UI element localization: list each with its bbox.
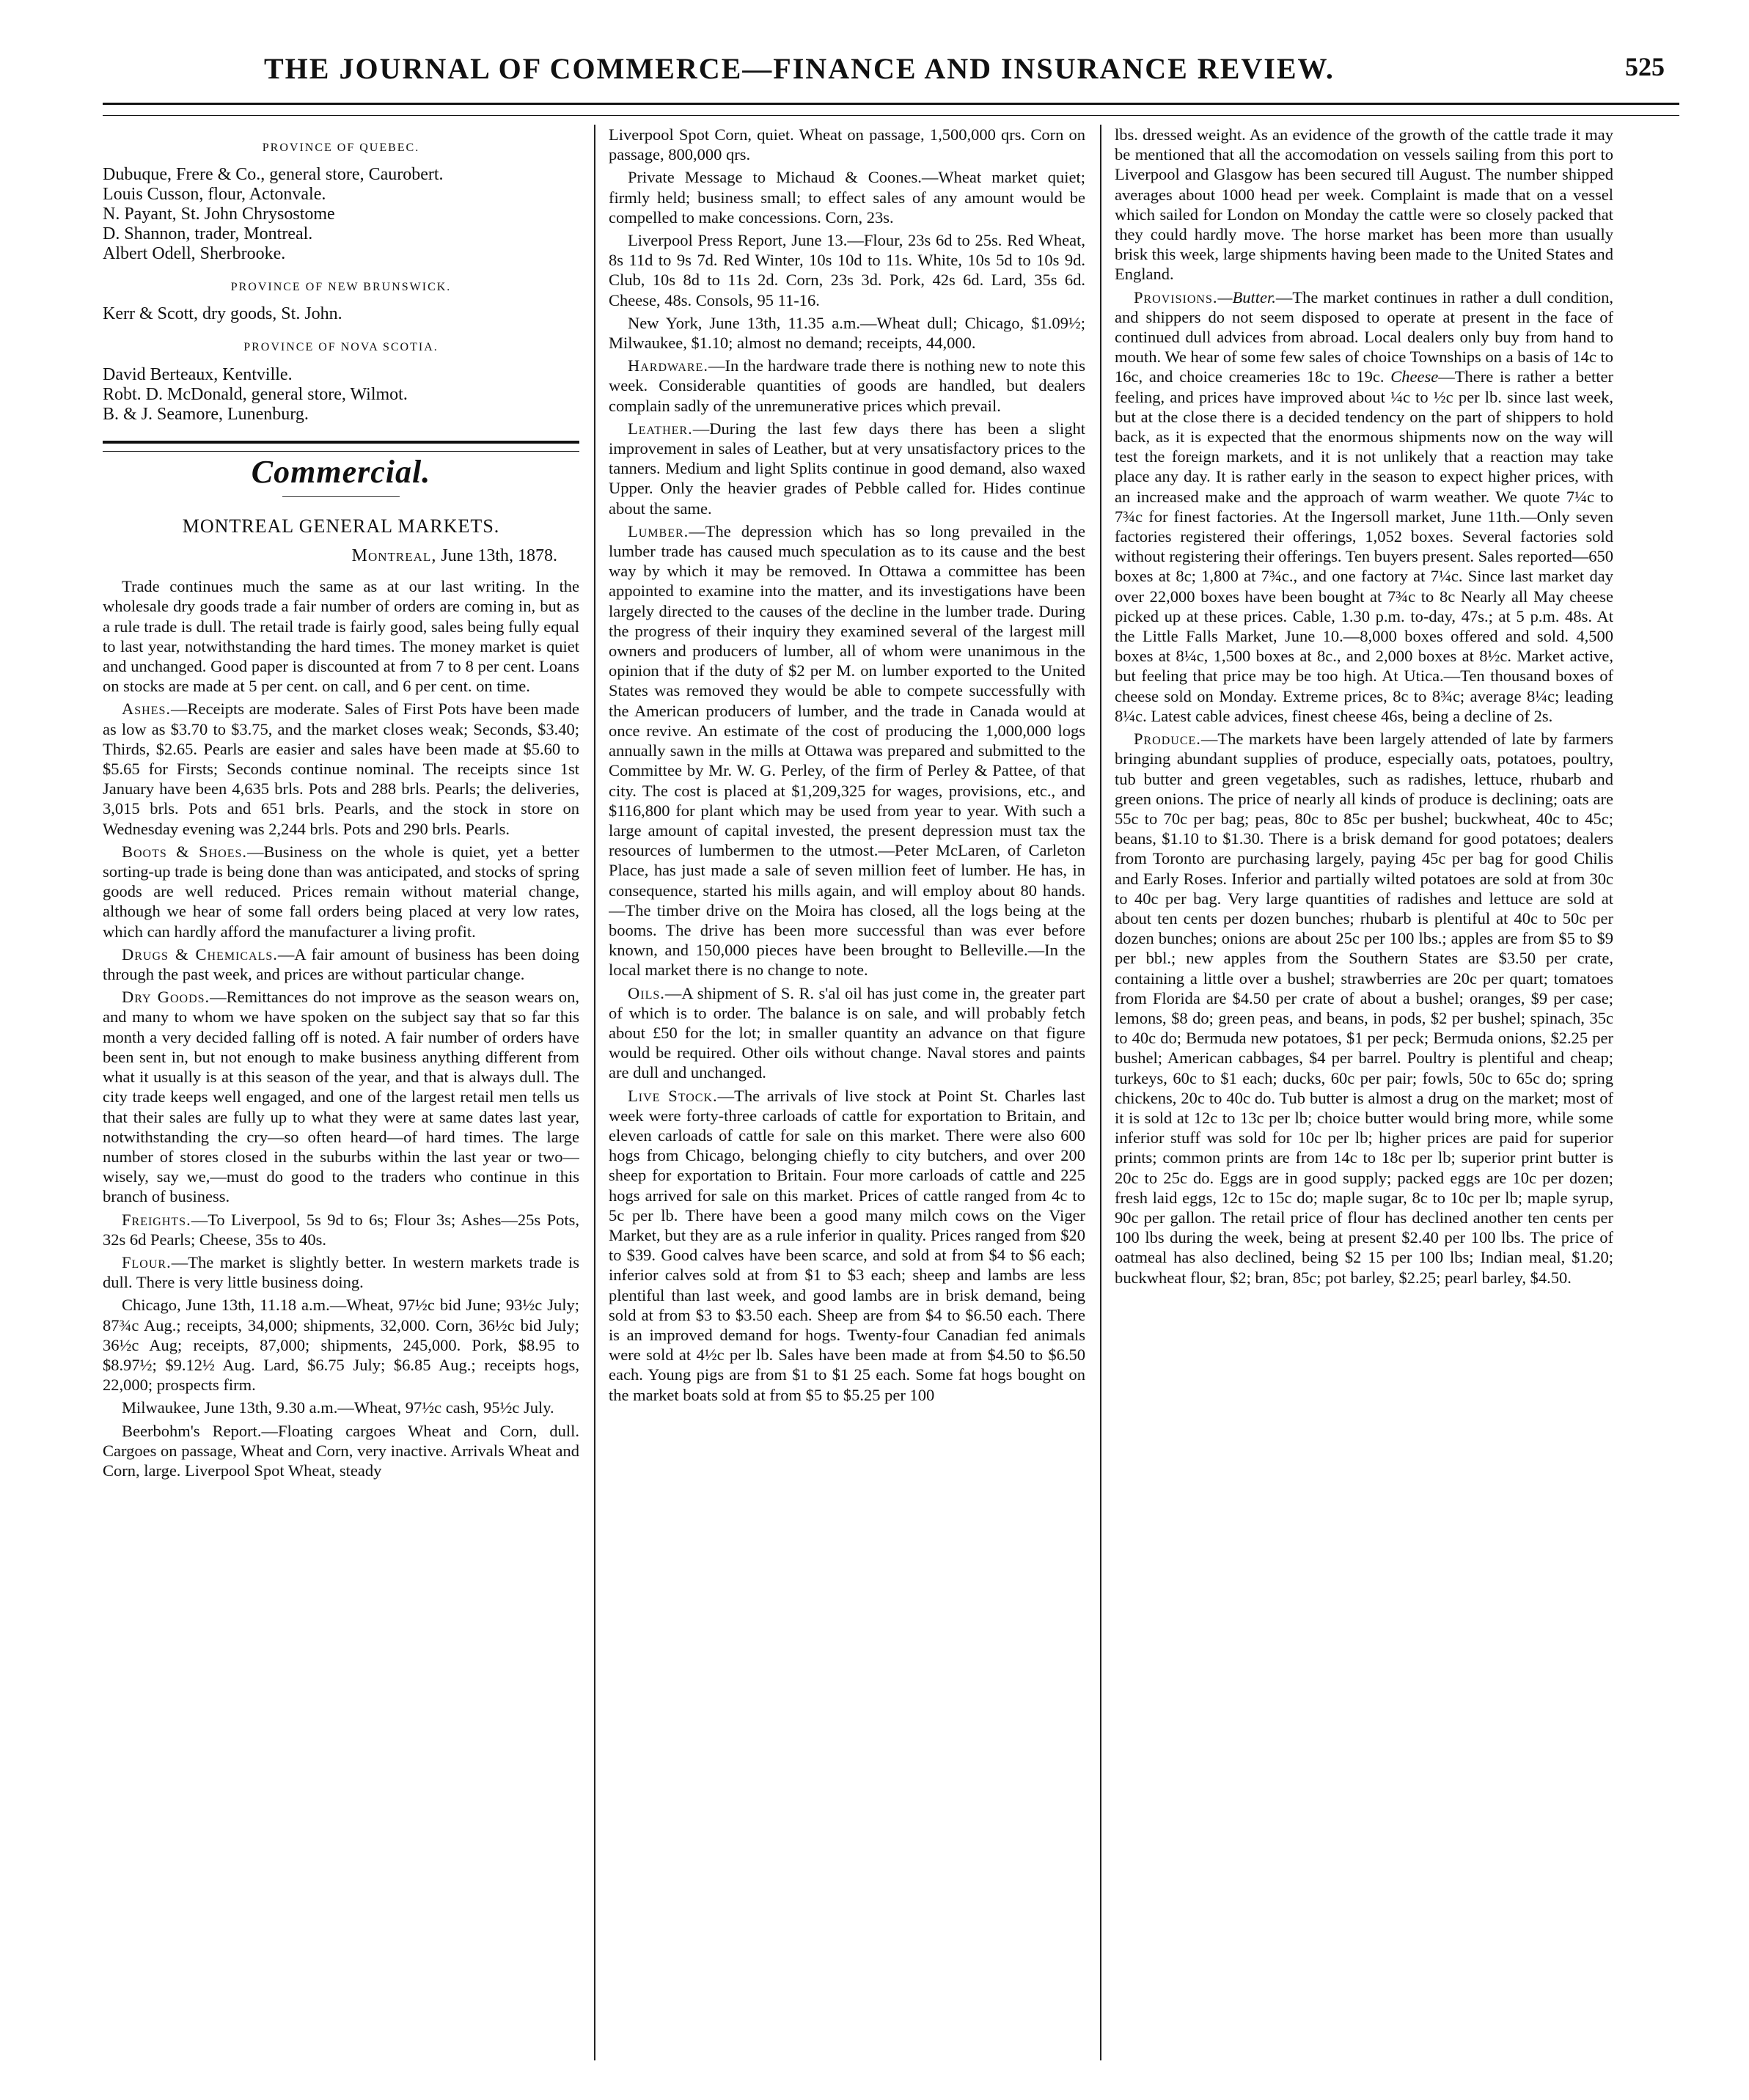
boots-paragraph [103, 842, 579, 941]
dry-goods-lead: Dry Goods. [122, 988, 210, 1007]
list-item: Robt. D. McDonald, general store, Wilmot. [103, 384, 408, 404]
list-item: Kerr & Scott, dry goods, St. John. [103, 304, 342, 324]
produce-lead: Produce. [1134, 730, 1201, 749]
produce-text: —The markets have been largely attended of late by farmers bringing abundant supplies of produce, especially oats, potatoes, poultry, tub butter and green vegetables, such as radishes, lettuce, rhubarb and green onions. The price of nearly all kinds of produce is declining; oats are 55c to 70c per bag; peas, 80c to 85c per bushel; buckwheat, 40c to 45c; beans, $1.10 to $1.30. There is a brisk demand for good potatoes; dealers from Toronto are purchasing largely, paying 45c per bag for good Chilis and Early Roses. Inferior and partially wilted potatoes are sold at from 30c to 40c per bag. Very large quantities of radishes and lettuce are sold at about ten cents per dozen bunches; rhubarb is plentiful at 40c to 50c per dozen bunches; onions are about 25c per 100 lbs.; apples are from $5 to $9 per bbl.; new apples from the Southern States are $3.50 per crate, containing a little over a bushel; strawberries are 20c per quart; tomatoes from Florida are $4.50 per crate of about a bushel; oranges, $9 per case; lemons, $8 do; green peas, and beans, in pods, $2 per bushel; spinach, 35c to 40c do; Bermuda new potatoes, $1 per peck; Bermuda onions, $2.25 per bushel; American cabbages, $4 per barrel. Poultry is plentiful and cheap; turkeys, 60c to $1 each; ducks, 60c per pair; fowls, 50c to 65c do; spring chickens, 20c to 40c do. Tub butter is almost a drug on the market; most of it is sold at 12c to 13c per lb; choice butter would bring more, while some inferior stuff was sold for 10c per lb; higher prices are paid for superior prints; common prints are from 14c to 18c per lb; superior print butter is 20c to 25c do. Eggs are in good supply; packed eggs are 10c per dozen; fresh laid eggs, 12c to 15c do; maple sugar, 8c to 10c per lb; maple syrup, 90c per gallon. The retail price of flour has declined another ten cents per 100 lbs during the week, being at present $2.40 per 100 lbs. The price of oatmeal has also declined, being $2 15 per 100 lbs; Indian meal, $1.20; buckwheat flour, $2; bran, 85c; pot barley, $2.25; pearl barley, $4.50. [1115, 730, 1613, 1287]
section-heading-commercial: Commercial. [251, 453, 431, 490]
journal-page [103, 51, 1679, 2060]
journal-title: THE JOURNAL OF COMMERCE—FINANCE AND INSURANCE REVIEW. [264, 52, 1335, 85]
province-heading-quebec: PROVINCE OF QUEBEC. [262, 142, 420, 154]
cheese-subhead: Cheese [1390, 367, 1439, 386]
provisions-butter-text: —The market continues in rather a dull condition, and shippers do not seem disposed to operate at present in the face of continued dull advices from abroad. Local dealers only buy from hand to mouth. We hear of some few sales of choice Townships on a basis of 14c to 16c, and choice creameries 18c to 19c. [1115, 287, 1613, 386]
provisions-lead: Provisions. [1134, 287, 1218, 306]
column-divider [594, 125, 595, 2060]
drugs-lead: Drugs & Chemicals. [122, 944, 278, 963]
column-divider [1100, 125, 1101, 2060]
column-2 [609, 125, 1085, 2060]
province-heading-nova-scotia: PROVINCE OF NOVA SCOTIA. [243, 341, 439, 354]
chicago-paragraph: Chicago, June 13th, 11.18 a.m.—Wheat, 97½c bid June; 93½c July; 87¾c Aug.; receipts, 34,000; shipments, 32,000. Corn, 36½c bid July; 36½c Aug; receipts, 87,000; shipments, 245,000. Pork, $8.95 to $8.97½; $9.12½ Aug. Lard, $6.75 July; $6.85 Aug.; receipts hogs, 22,000; prospects firm. [103, 1296, 579, 1395]
beerbohm-paragraph: Beerbohm's Report.—Floating cargoes Wheat and Corn, dull. Cargoes on passage, Wheat and Corn, very inactive. Arrivals Wheat and Corn, large. Liverpool Spot Wheat, steady [103, 1421, 579, 1480]
new-york-paragraph: New York, June 13th, 11.35 a.m.—Wheat dull; Chicago, $1.09½; Milwaukee, $1.10; almost no demand; receipts, 44,000. [609, 313, 1085, 353]
live-stock-lead: Live Stock. [628, 1086, 718, 1105]
butter-subhead: —Butter. [1217, 287, 1276, 306]
boots-text: —Business on the whole is quiet, yet a better sorting-up trade is being done than was anticipated, and stocks of spring goods are well reduced. Prices remain without material change, although we hear of some fall orders being placed at very low rates, which can hardly afford the manufacturer a living profit. [103, 842, 579, 941]
continued-paragraph: lbs. dressed weight. As an evidence of the growth of the cattle trade it may be mentioned that all the accomodation on vessels sailing from this port to Liverpool and Glasgow has been secured till August. The number shipped averages about 1000 head per week. Complaint is made that on a vessel which sailed for London on Monday the cattle were so closely packed that they could hardly move. The horse market has been more than usually brisk this week, large shipments having been made to the United States and England. [1115, 125, 1613, 284]
section-divider [103, 441, 579, 452]
province-heading-new-brunswick: PROVINCE OF NEW BRUNSWICK. [230, 281, 452, 294]
oils-lead: Oils. [628, 983, 665, 1002]
intro-paragraph: Trade continues much the same as at our last writing. In the wholesale dry goods trade a fair number of orders are coming in, but as a rule trade is dull. The retail trade is fairly good, sales being fully equal to last year, notwithstanding the hard times. The money market is quiet and unchanged. Good paper is discounted at from 7 to 8 per cent. Loans on stocks are made at 5 per cent. on call, and 6 per cent. on time. [103, 577, 579, 696]
list-item: David Berteaux, Kentville. [103, 364, 293, 384]
oils-paragraph [609, 983, 1085, 1083]
header-rule [103, 103, 1679, 116]
continued-paragraph: Liverpool Spot Corn, quiet. Wheat on passage, 1,500,000 qrs. Corn on passage, 800,000 qrs. [609, 125, 1085, 164]
freights-paragraph [103, 1210, 579, 1249]
freights-lead: Freights. [122, 1210, 191, 1229]
ashes-lead: Ashes. [122, 700, 171, 719]
leather-lead: Leather. [628, 419, 693, 438]
flour-text: —The market is slightly better. In western markets trade is dull. There is very little business doing. [103, 1252, 579, 1292]
hardware-paragraph [609, 356, 1085, 416]
boots-lead: Boots & Shoes. [122, 842, 248, 861]
ashes-text: —Receipts are moderate. Sales of First Pots have been made as low as $3.70 to $3.75, and the market closes weak; Seconds, $3.40; Thirds, $2.65. Pearls are easier and sales have been made at $5.60 to $5.65 for Firsts; Seconds continue nominal. The receipts since 1st January have been 4,635 brls. Pots and 288 brls. Pearls; the deliveries, 3,015 brls. Pots and 651 brls. Pearls, and the stock in store on Wednesday evening was 2,244 brls. Pots and 290 brls. Pearls. [103, 700, 579, 838]
hardware-text: —In the hardware trade there is nothing new to note this week. Considerable quantities of goods are handled, but dealers complain sadly of the unremunerative prices which prevail. [609, 356, 1085, 415]
list-item: Albert Odell, Sherbrooke. [103, 244, 286, 264]
dateline [103, 546, 557, 566]
leather-paragraph [609, 419, 1085, 518]
page-number: 525 [1625, 52, 1665, 81]
live-stock-text: —The arrivals of live stock at Point St. Charles last week were forty-three carloads of cattle for exportation to Britain, and eleven carloads of cattle for sale on this market. There were also 600 hogs from Chicago, belonging chiefly to city butchers, and over 200 sheep for exportation to Britain. Four more carloads of cattle and 225 hogs arrived for sale on this market. Prices of cattle ranged from 4c to 5c per lb. There have been a good many milch cows on the Viger Market, but they are as a rule inferior in quality. Prices ranged from $20 to $39. Good calves have been scarce, and sold at from $4 to $6 each; inferior calves sold at from $1 to $3 each; sheep and lambs are less plentiful than last week, and good lambs are in brisk demand, being sold at from $3 to $3.50 each. Sheep are from $4 to $6.50 each. There is an improved demand for hogs. Twenty-four Canadian fed animals were sold at 4½c per lb. Sales have been made at from $4.50 to $6.50 each. Young pigs are from $1 to $1 25 each. Some fat hogs bought on the market boats sold at from $5 to $5.25 per 100 [609, 1086, 1085, 1404]
drugs-text: —A fair amount of business has been doing through the past week, and prices are without particular change. [103, 944, 579, 984]
produce-paragraph [1115, 729, 1613, 1288]
dateline-date: June 13th, 1878. [436, 546, 557, 566]
provisions-paragraph [1115, 287, 1613, 726]
lumber-text: —The depression which has so long prevailed in the lumber trade has caused much speculation as to its cause and the best way by which it may be removed. In Ottawa a committee has been appointed to examine into the matter, and its investigations have been largely directed to the causes of the decline in the lumber trade. During the progress of their inquiry they examined several of the largest mill owners and producers of lumber, all of whom were unanimous in the opinion that if the duty of $2 per M. on lumber exported to the United States was removed they would be able to compete successfully with the American producers of lumber, and the trade in Canada would at once revive. An estimate of the cost of producing the 1,000,000 logs annually sawn in the mills at Ottawa was prepared and submitted to the Committee by Mr. W. G. Perley, of the firm of Perley & Pattee, of that city. The cost is placed at $1,209,325 for wages, provisions, etc., and $116,800 for plant which may be used from year to year. With such a large amount of capital invested, the present depression must tax the resources of lumbermen to the utmost.—Peter McLaren, of Carleton Place, has just made a sale of seven million feet of lumber. He has, in consequence, started his mills again, and will employ about 80 hands.—The timber drive on the Moira has closed, all the logs being at the booms. The drive has been more successful than was ever before known, and 150,000 pieces have been brought to Belleville.—In the local market there is no change to note. [609, 521, 1085, 980]
liverpool-paragraph: Liverpool Press Report, June 13.—Flour, 23s 6d to 25s. Red Wheat, 8s 11d to 9s 7d. Red Winter, 10s 10d to 11s. White, 10s 5d to 10s 9d. Club, 10s 8d to 11s 2d. Corn, 23s 3d. Pork, 42s 6d. Lard, 35s 6d. Cheese, 48s. Consols, 95 11-16. [609, 231, 1085, 309]
flour-lead: Flour. [122, 1252, 172, 1271]
leather-text: —During the last few days there has been a slight improvement in sales of Leather, but at very unsatisfactory prices to the tanners. Medium and light Splits continue in good demand, also waxed Upper. Only the heavier grades of Pebble called for. Hides continue about the same. [609, 419, 1085, 518]
list-item: D. Shannon, trader, Montreal. [103, 224, 313, 244]
list-item: B. & J. Seamore, Lunenburg. [103, 404, 309, 424]
oils-text: —A shipment of S. R. s'al oil has just come in, the greater part of which is to order. The balance is on sale, and will probably fetch about £50 for the lot; in smaller quantity an advance on that figure would be required. Other oils without change. Naval stores and paints are dull and unchanged. [609, 983, 1085, 1082]
lumber-lead: Lumber. [628, 521, 689, 540]
column-3 [1115, 125, 1613, 2060]
freights-text: —To Liverpool, 5s 9d to 6s; Flour 3s; Ashes—25s Pots, 32s 6d Pearls; Cheese, 35s to 40s. [103, 1210, 579, 1249]
list-item: Dubuque, Frere & Co., general store, Caurobert. [103, 165, 444, 185]
flour-paragraph [103, 1252, 579, 1292]
page-header [103, 51, 1679, 97]
lumber-paragraph [609, 521, 1085, 980]
milwaukee-paragraph: Milwaukee, June 13th, 9.30 a.m.—Wheat, 97½c cash, 95½c July. [122, 1398, 554, 1417]
list-item: N. Payant, St. John Chrysostome [103, 205, 335, 224]
column-1 [103, 125, 579, 2060]
dateline-place: Montreal, [351, 546, 437, 566]
markets-title: MONTREAL GENERAL MARKETS. [182, 515, 500, 537]
dry-goods-paragraph [103, 987, 579, 1206]
ashes-paragraph [103, 699, 579, 838]
private-message-paragraph: Private Message to Michaud & Coones.—Wheat market quiet; firmly held; business small; to effect sales of any amount would be compelled to make concessions. Corn, 23s. [609, 168, 1085, 227]
dry-goods-text: —Remittances do not improve as the season wears on, and many to whom we have spoken on the subject say that so far this month a very decided falling off is noted. A fair number of orders have been sent in, but not enough to make business anything different from what it usually is at this season of the year, and that is always dull. The city trade keeps well engaged, and one of the largest retail men tells us that their sales are fully up to what they were at same dates last year, notwithstanding the cry—so often heard—of hard times. The large number of stores closed in the suburbs within the last year or two—wisely, say we,—must do good to the traders who continue in this branch of business. [103, 988, 579, 1206]
hardware-lead: Hardware. [628, 356, 708, 375]
live-stock-paragraph [609, 1086, 1085, 1405]
drugs-paragraph [103, 944, 579, 984]
list-item: Louis Cusson, flour, Actonvale. [103, 185, 326, 205]
provisions-cheese-text: —There is rather a better feeling, and prices have improved about ¼c to ½c per lb. since last week, but at the close there is a decided tendency on the part of shippers to hold back, as it is expected that the enormous shipments now on the way will test the foreign markets, and it is not unlikely that a reaction may take place any day. It is rather early in the season to expect higher prices, with an increased make and the approach of warm weather. We quote 7¼c to 7¾c for finest factories. At the Ingersoll market, June 11th.—Only seven factories registered their offerings, 1,052 boxes. Several factories sold without registering their offerings. Ten buyers present. Sales reported—650 boxes at 8c; 1,800 at 7¾c., and one factory at 7¼c. Since last market day over 22,000 boxes have been bought at 7¾c to 8c Nearly all May cheese picked up at these prices. Cable, 1.30 p.m. to-day, 47s.; at 5 p.m. 48s. At the Little Falls Market, June 10.—8,000 boxes offered and sold. 4,500 boxes at 8¼c, 1,500 boxes at 8c., and 2,000 boxes at 8½c. Market active, but feeling that price may be too high. At Utica.—Ten thousand boxes of cheese sold on Monday. Extreme prices, 8c to 8¾c; average 8¼c; leading 8¼c. Latest cable advices, finest cheese 46s, being a decline of 2s. [1115, 367, 1613, 725]
divider [282, 496, 400, 497]
article-columns [103, 125, 1679, 2060]
